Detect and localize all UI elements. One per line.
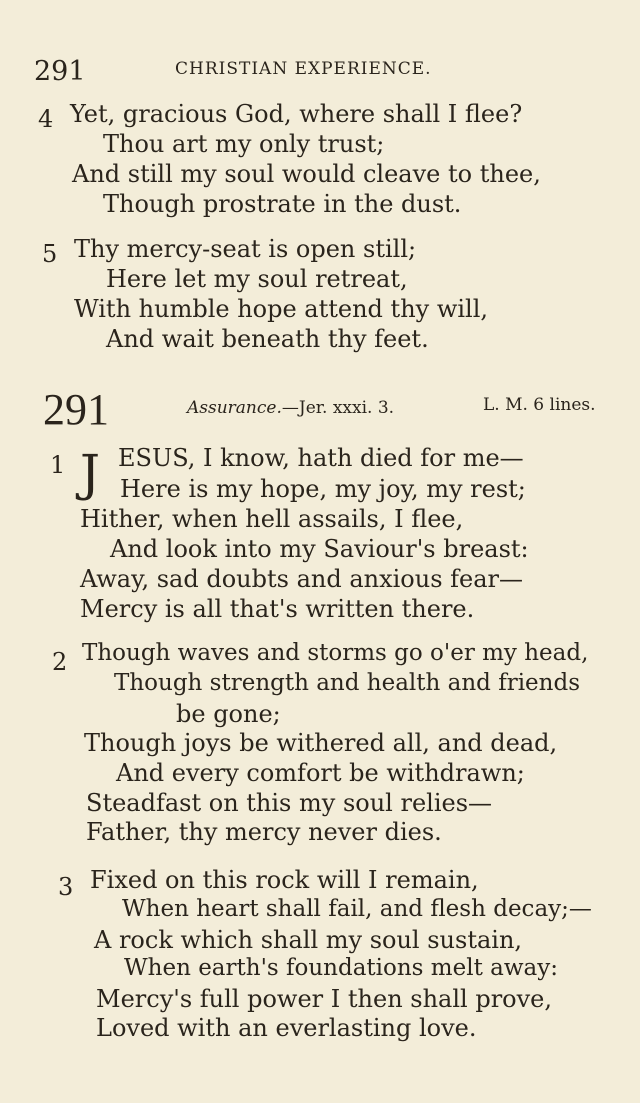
verse-line: When earth's foundations melt away: [124,955,558,981]
verse-line: And look into my Saviour's breast: [110,535,529,563]
verse-number: 4 [38,105,54,133]
verse-line: Fixed on this rock will I remain, [90,866,479,894]
verse-line: When heart shall fail, and flesh decay;— [122,896,592,922]
running-title: CHRISTIAN EXPERIENCE. [175,59,432,79]
verse-line: Though prostrate in the dust. [103,190,462,218]
verse-line: Father, thy mercy never dies. [86,818,442,846]
verse-number: 2 [52,648,68,676]
hymn-meter: L. M. 6 lines. [483,395,596,415]
verse-line: Though waves and storms go o'er my head, [82,640,589,666]
verse-line: Steadfast on this my soul relies— [86,789,493,817]
hymn-subject: Assurance. [187,398,282,418]
verse-line: Mercy is all that's written there. [80,595,475,623]
verse-line: A rock which shall my soul sustain, [94,926,523,954]
verse-line: Thy mercy-seat is open still; [74,235,417,263]
drop-cap: J [80,444,101,502]
verse-line: Here is my hope, my joy, my rest; [120,475,526,503]
verse-number: 1 [50,451,66,479]
verse-line: Mercy's full power I then shall prove, [96,985,553,1013]
verse-line: Here let my soul retreat, [106,265,408,293]
verse-line: Yet, gracious God, where shall I flee? [70,100,523,128]
scripture-reference: —Jer. xxxi. 3. [281,398,395,418]
verse-line: And wait beneath thy feet. [106,325,429,353]
verse-line: Though strength and health and friends [114,670,581,696]
verse-line: And every comfort be withdrawn; [116,759,525,787]
verse-number: 3 [58,873,74,901]
verse-line: Loved with an everlasting love. [96,1014,477,1042]
hymn-title [187,398,394,418]
verse-line: Though joys be withered all, and dead, [84,729,558,757]
page-number: 291 [34,56,86,87]
verse-line: Away, sad doubts and anxious fear— [80,565,524,593]
verse-line: ESUS, I know, hath died for me— [118,444,524,472]
verse-line: With humble hope attend thy will, [74,295,489,323]
verse-line: And still my soul would cleave to thee, [72,160,541,188]
verse-line: Thou art my only trust; [103,130,385,158]
hymn-number: 291 [43,385,109,434]
verse-number: 5 [42,240,58,268]
verse-line: be gone; [176,700,281,728]
verse-line: Hither, when hell assails, I flee, [80,505,464,533]
